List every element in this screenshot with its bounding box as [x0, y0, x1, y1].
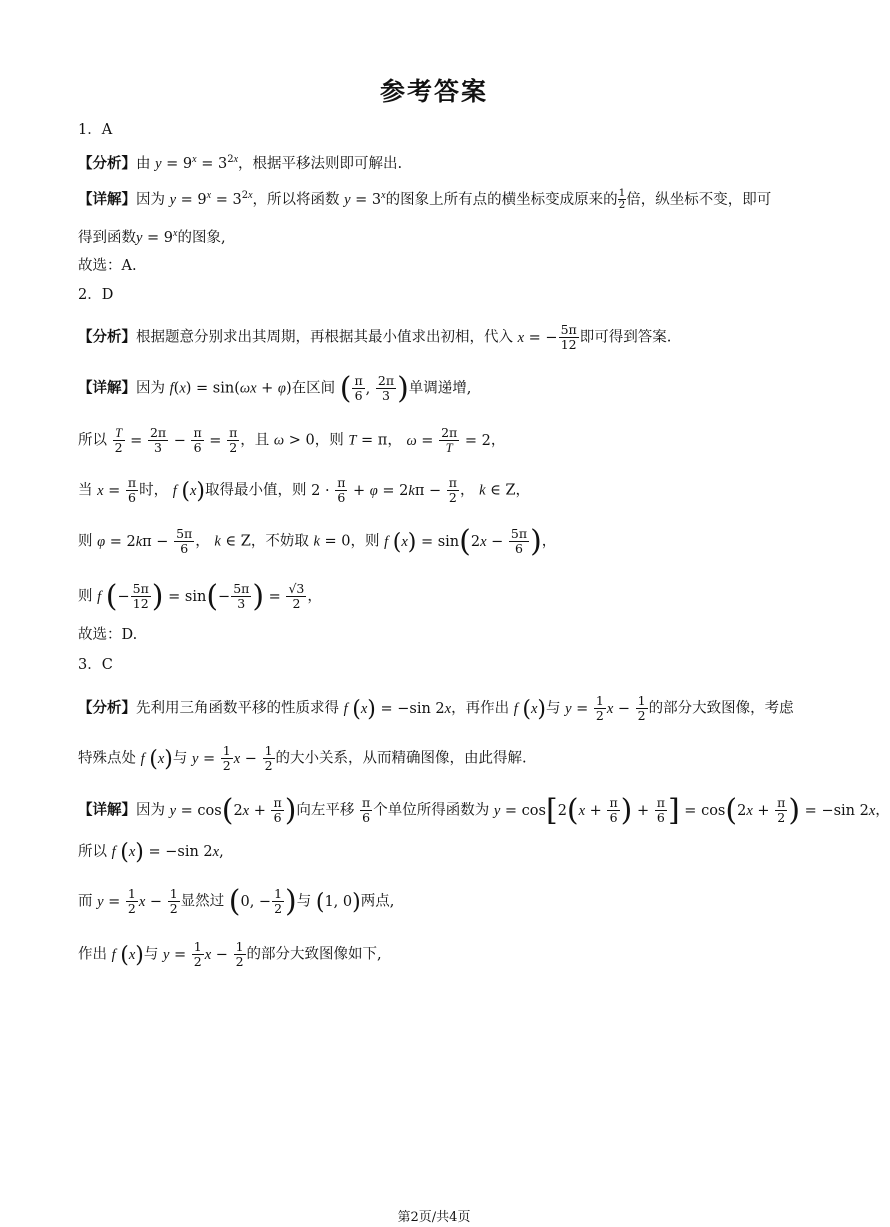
formula: f (x) = −sin 2x: [343, 696, 452, 722]
page-title: 参考答案: [379, 77, 488, 106]
formula: T = π: [348, 432, 388, 449]
formula: y = $\frac{1}{2}$ x − $\frac{1}{2}$: [565, 693, 646, 723]
formula: f (x): [111, 942, 144, 968]
q3-analysis-line2: 特殊点处 f (x)与 y = $\frac{1}{2}$ x − $\frac{1}{2}$ 的大小关系，从而精确图像，由此得解.: [78, 743, 527, 773]
q1-detail: 【详解】因为 $y = 9^x = 3^{2x}$，所以将函数 $y = 3^x$的图象上所有点的横坐标变成原来的 $\frac{1}{2}$ 倍，纵坐标不变，即可: [78, 187, 772, 212]
formula: f (x): [140, 746, 173, 772]
q1-head: 1．A: [78, 122, 113, 138]
formula: $\frac{T}{2}$ = $\frac{2\pi}{3}$ − $\frac{\pi}{6}$ = $\frac{\pi}{2}$: [114, 425, 238, 455]
formula: φ = 2kπ − $\frac{5\pi}{6}$: [97, 526, 193, 556]
fraction: $\frac{1}{2}$: [618, 187, 626, 212]
formula: 2 · $\frac{\pi}{6}$ + φ = 2kπ − $\frac{\pi}{2}$: [311, 475, 457, 505]
formula: $y = 9^x = 3^{2x}$: [169, 190, 253, 208]
formula: y = cos[2(x + $\frac{\pi}{6}$ ) + $\frac{\pi}{6}$ ] = cos(2x + $\frac{\pi}{2}$ ) = −sin 2x: [493, 792, 876, 828]
formula: $y = 9^x$: [136, 228, 178, 246]
q1-detail-line2: 得到函数$y = 9^x$的图象,: [78, 228, 226, 246]
q3-detail: 【详解】因为 y = cos(2x + $\frac{\pi}{6}$ )向左平移 $\frac{\pi}{6}$ 个单位所得函数为 y = cos[2(x + $\frac{\pi}{6}$ ) + $\frac{\pi}{6}$ ] = cos(2x + $\frac{\pi}{2}$ ) = −sin 2x，: [78, 792, 890, 828]
formula: k ∈ Z: [479, 482, 516, 499]
q2-line4: 则 φ = 2kπ − $\frac{5\pi}{6}$ ， k ∈ Z，不妨取 k = 0，则 f (x) = sin(2x − $\frac{5\pi}{6}$ )，: [78, 523, 557, 559]
q2-line2: 所以 $\frac{T}{2}$ = $\frac{2\pi}{3}$ − $\frac{\pi}{6}$ = $\frac{\pi}{2}$ ，且 ω > 0，则 T = π， ω = $\frac{2\pi}{T}$ = 2，: [78, 425, 506, 455]
q1-conclusion: 故选：A.: [78, 258, 137, 274]
formula: y = $\frac{1}{2}$ x − $\frac{1}{2}$: [97, 886, 178, 916]
analysis-tag: 【分析】: [78, 699, 136, 717]
q2-detail: 【详解】因为 f(x) = sin(ωx + φ)在区间 ( $\frac{\pi}{6}$ , $\frac{2\pi}{3}$ )单调递增,: [78, 370, 472, 406]
formula: (0, − $\frac{1}{2}$ ): [228, 883, 297, 919]
formula: ( $\frac{\pi}{6}$ , $\frac{2\pi}{3}$ ): [339, 370, 409, 406]
q3-analysis: 【分析】先利用三角函数平移的性质求得 f (x) = −sin 2x，再作出 f (x)与 y = $\frac{1}{2}$ x − $\frac{1}{2}$ 的部分大致图像，考虑: [78, 693, 794, 723]
q3-line4: 作出 f (x)与 y = $\frac{1}{2}$ x − $\frac{1}{2}$ 的部分大致图像如下,: [78, 939, 382, 969]
q1-analysis: 【分析】由 $y = 9^x = 3^{2x}$，根据平移法则即可解出.: [78, 154, 403, 172]
formula: y = cos(2x + $\frac{\pi}{6}$ ): [169, 792, 297, 828]
detail-tag: 【详解】: [78, 801, 136, 819]
formula: k ∈ Z: [214, 533, 251, 550]
formula: f (− $\frac{5\pi}{12}$ ) = sin(− $\frac{5\pi}{3}$ ) = $\frac{√3}{2}$: [97, 578, 305, 614]
q2-line3: 当 x = $\frac{\pi}{6}$ 时， f (x)取得最小值，则 2 · $\frac{\pi}{6}$ + φ = 2kπ − $\frac{\pi}{2}$ ， k ∈ Z，: [78, 475, 531, 505]
formula: x = $\frac{\pi}{6}$: [97, 475, 137, 505]
analysis-tag: 【分析】: [78, 328, 136, 346]
q2-conclusion: 故选：D.: [78, 627, 138, 643]
q3-line3: 而 y = $\frac{1}{2}$ x − $\frac{1}{2}$ 显然过 (0, − $\frac{1}{2}$ )与 (1, 0)两点,: [78, 883, 395, 919]
detail-tag: 【详解】: [78, 379, 136, 397]
formula: $y = 9^x = 3^{2x}$: [155, 154, 239, 172]
q2-line5: 则 f (− $\frac{5\pi}{12}$ ) = sin(− $\frac{5\pi}{3}$ ) = $\frac{√3}{2}$ ，: [78, 578, 322, 614]
q2-head: 2．D: [78, 287, 114, 303]
formula: y = $\frac{1}{2}$ x − $\frac{1}{2}$: [191, 743, 273, 773]
formula: f (x): [172, 478, 206, 504]
formula: f(x) = sin(ωx + φ): [169, 380, 292, 397]
formula: f (x): [513, 696, 546, 722]
formula: $\frac{\pi}{6}$: [362, 795, 371, 825]
formula: k = 0: [313, 533, 351, 550]
formula: (1, 0): [315, 889, 361, 915]
formula: ω > 0: [273, 432, 315, 449]
detail-tag: 【详解】: [78, 190, 136, 208]
formula: ω = $\frac{2\pi}{T}$ = 2: [406, 425, 491, 455]
formula: f (x) = −sin 2x: [111, 840, 220, 865]
q3-head: 3．C: [78, 657, 113, 673]
analysis-tag: 【分析】: [78, 154, 136, 172]
formula: f (x) = sin(2x − $\frac{5\pi}{6}$ ): [384, 523, 542, 559]
page-footer: 第2页/共4页: [397, 1210, 471, 1225]
q2-analysis: 【分析】根据题意分别求出其周期，再根据其最小值求出初相，代入 x = − $\frac{5\pi}{12}$ 即可得到答案.: [78, 322, 672, 352]
formula: x = − $\frac{5\pi}{12}$: [517, 322, 577, 352]
formula: $y = 3^x$: [344, 190, 386, 208]
formula: y = $\frac{1}{2}$ x − $\frac{1}{2}$: [162, 939, 244, 969]
q3-line2: 所以 f (x) = −sin 2x,: [78, 840, 224, 865]
